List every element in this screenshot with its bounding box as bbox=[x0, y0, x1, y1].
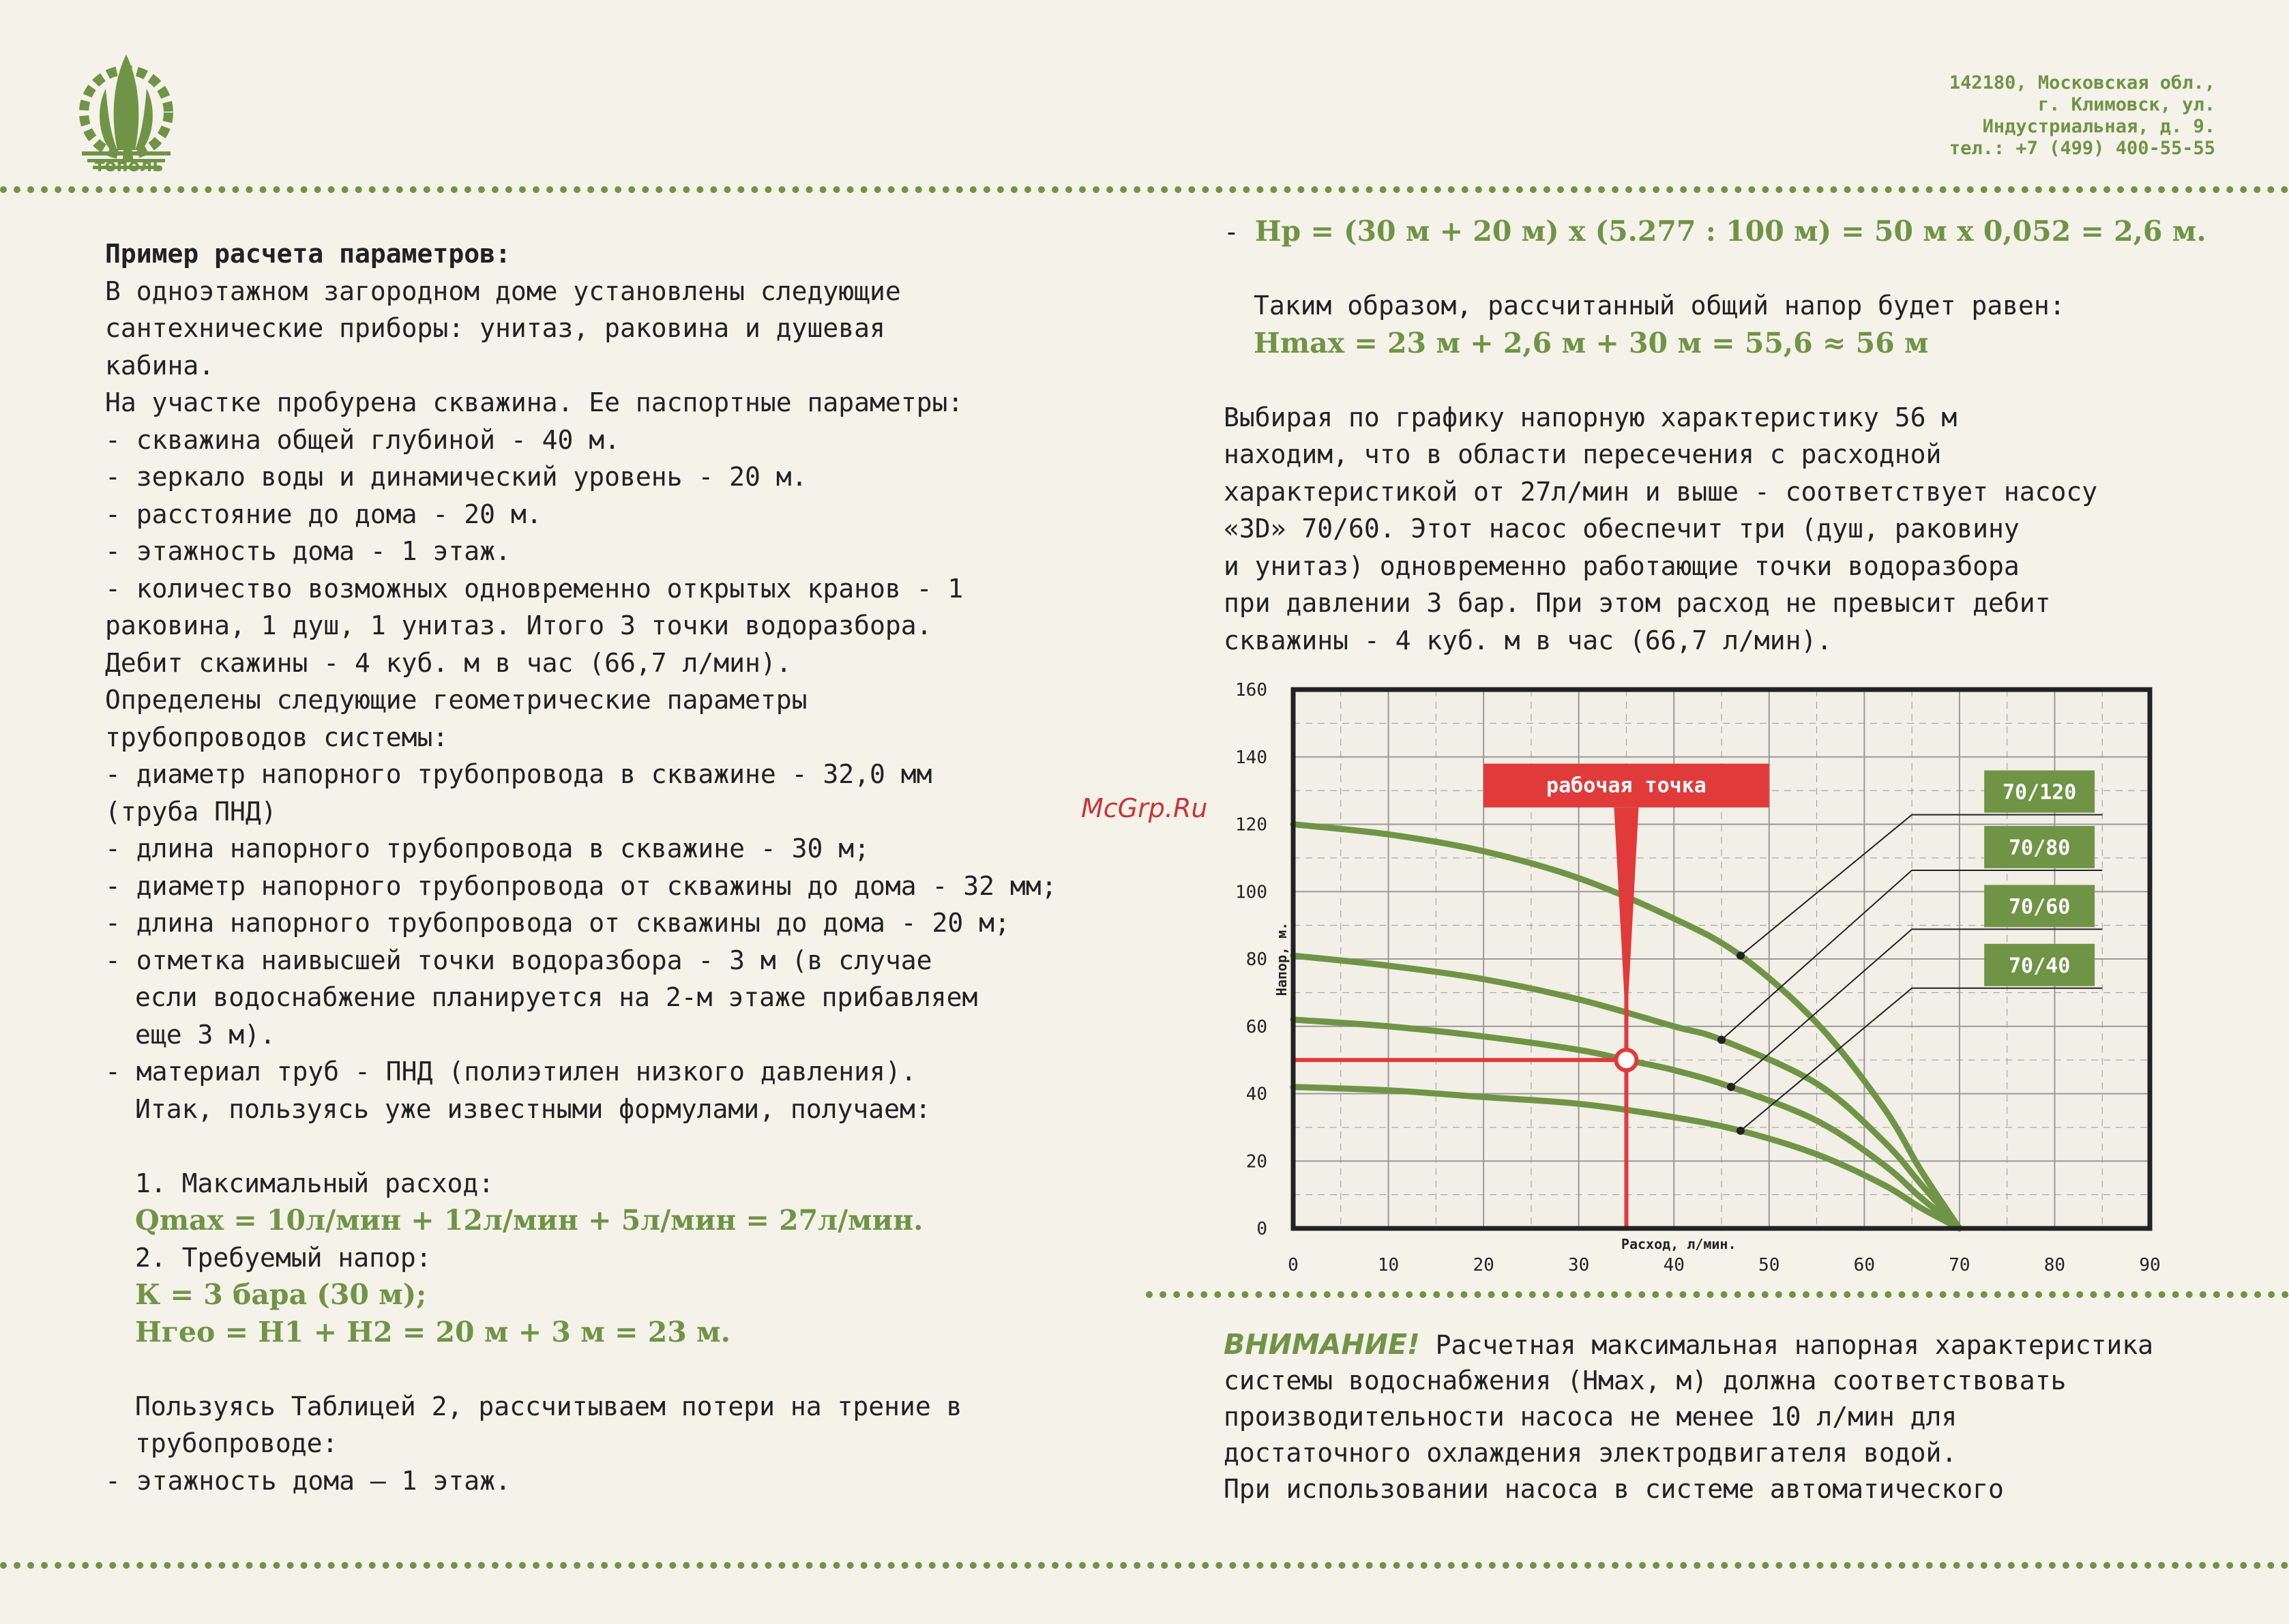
text-line: скважины - 4 куб. м в час (66,7 л/мин). bbox=[1224, 625, 1833, 655]
x-tick-label: 30 bbox=[1568, 1255, 1590, 1272]
text-line: еще 3 м). bbox=[135, 1019, 276, 1050]
formula-k: К = 3 бара (30 м); bbox=[135, 1278, 427, 1311]
y-tick-label: 140 bbox=[1235, 747, 1267, 768]
x-tick-label: 90 bbox=[2139, 1255, 2161, 1272]
formula-hmax: Hmax = 23 м + 2,6 м + 30 м = 55,6 ≈ 56 м bbox=[1254, 326, 1929, 359]
company-address bbox=[1949, 72, 2215, 160]
text-line: - этажность дома — 1 этаж. bbox=[105, 1465, 511, 1496]
text-line: если водоснабжение планируется на 2-м этаже прибавляем bbox=[135, 982, 978, 1012]
address-line: Индустриальная, д. 9. bbox=[1982, 116, 2215, 137]
legend-anchor-dot bbox=[1737, 951, 1745, 960]
x-tick-label: 40 bbox=[1663, 1255, 1685, 1272]
text-line: (труба ПНД) bbox=[105, 796, 277, 827]
y-tick-label: 20 bbox=[1245, 1151, 1267, 1172]
text-line: - количество возможных одновременно открытых кранов - 1 bbox=[105, 573, 964, 604]
formula-hp: Hр = (30 м + 20 м) х (5.277 : 100 м) = 50 м х 0,052 = 2,6 м. bbox=[1254, 215, 2206, 248]
middle-divider bbox=[1146, 1291, 2289, 1298]
text-line: На участке пробурена скважина. Ее паспортные параметры: bbox=[105, 387, 964, 417]
text-line: При использовании насоса в системе автоматического bbox=[1224, 1474, 2004, 1504]
logo-text: тополь bbox=[94, 156, 164, 175]
section-title: Пример расчета параметров: bbox=[105, 239, 511, 269]
text-line: Выбирая по графику напорную характеристику 56 м bbox=[1224, 402, 1958, 432]
legend-label: 70/40 bbox=[2008, 954, 2071, 978]
x-axis-label: Расход, л/мин. bbox=[1621, 1236, 1737, 1252]
legend-anchor-dot bbox=[1727, 1083, 1735, 1091]
step-heading: 2. Требуемый напор: bbox=[135, 1242, 432, 1273]
x-tick-label: 10 bbox=[1377, 1255, 1400, 1272]
top-divider bbox=[0, 186, 2289, 193]
right-column bbox=[1224, 213, 2247, 659]
text-line: кабина. bbox=[105, 350, 215, 381]
text-line: «3D» 70/60. Этот насос обеспечит три (душ, раковину bbox=[1224, 514, 2020, 544]
formula-hgeo: Hгео = H1 + H2 = 20 м + 3 м = 23 м. bbox=[135, 1315, 730, 1348]
legend-label: 70/80 bbox=[2008, 836, 2071, 860]
text-line: - длина напорного трубопровода от скважины до дома - 20 м; bbox=[105, 908, 1010, 938]
text-line: - материал труб - ПНД (полиэтилен низкого давления). bbox=[105, 1057, 917, 1087]
attention-block bbox=[1224, 1327, 2247, 1507]
text-line: трубопроводе: bbox=[135, 1428, 338, 1458]
text-line: производительности насоса не менее 10 л/мин для bbox=[1224, 1402, 1958, 1432]
y-tick-label: 160 bbox=[1235, 680, 1267, 700]
text-line: при давлении 3 бар. При этом расход не превысит дебит bbox=[1224, 588, 2051, 618]
text-line: Определены следующие геометрические параметры bbox=[105, 685, 808, 715]
y-tick-label: 40 bbox=[1245, 1084, 1267, 1105]
legend-label: 70/60 bbox=[2008, 895, 2071, 919]
left-column bbox=[105, 235, 1094, 1499]
text-line: раковина, 1 душ, 1 унитаз. Итого 3 точки водоразбора. bbox=[105, 610, 932, 640]
text-line: достаточного охлаждения электродвигателя водой. bbox=[1224, 1438, 1958, 1468]
text-line: - скважина общей глубиной - 40 м. bbox=[105, 424, 620, 455]
text-line: Дебит скажины - 4 куб. м в час (66,7 л/мин). bbox=[105, 647, 792, 678]
text-line: - отметка наивысшей точки водоразбора - 3 м (в случае bbox=[105, 945, 932, 975]
x-tick-label: 70 bbox=[1949, 1255, 1970, 1272]
y-tick-label: 0 bbox=[1256, 1219, 1267, 1239]
bottom-divider bbox=[0, 1562, 2289, 1569]
text-line: В одноэтажном загородном доме установлены следующие bbox=[105, 276, 901, 306]
attention-word: ВНИМАНИЕ! bbox=[1224, 1328, 1420, 1361]
text-line: - длина напорного трубопровода в скважине - 30 м; bbox=[105, 833, 870, 863]
y-tick-label: 100 bbox=[1235, 882, 1267, 903]
y-tick-label: 80 bbox=[1245, 949, 1267, 970]
text-line: сантехнические приборы: унитаз, раковина и душевая bbox=[105, 313, 885, 343]
text-line: - этажность дома - 1 этаж. bbox=[105, 536, 511, 566]
text-line: характеристикой от 27л/мин и выше - соответствует насосу bbox=[1224, 476, 2098, 507]
x-tick-label: 0 bbox=[1288, 1255, 1299, 1272]
pump-curves-chart bbox=[1214, 672, 2183, 1272]
y-tick-label: 60 bbox=[1245, 1016, 1267, 1037]
formula-qmax: Qmax = 10л/мин + 12л/мин + 5л/мин = 27л/мин. bbox=[135, 1204, 924, 1237]
text-line: системы водоснабжения (Нмах, м) должна соответствовать bbox=[1224, 1365, 2067, 1396]
text-line: Пользуясь Таблицей 2, рассчитываем потери на трение в bbox=[135, 1391, 962, 1421]
working-point-label: рабочая точка bbox=[1546, 773, 1707, 798]
attention-text: Расчетная максимальная напорная характеристика bbox=[1419, 1330, 2154, 1360]
text-line: - диаметр напорного трубопровода от скважины до дома - 32 мм; bbox=[105, 870, 1057, 901]
text-line: Таким образом, рассчитанный общий напор будет равен: bbox=[1254, 291, 2065, 321]
step-heading: 1. Максимальный расход: bbox=[135, 1168, 494, 1198]
text-line: трубопроводов системы: bbox=[105, 722, 449, 752]
legend-label: 70/120 bbox=[2002, 780, 2077, 805]
text-line: Итак, пользуясь уже известными формулами, получаем: bbox=[135, 1093, 931, 1124]
formula-dash: - bbox=[1224, 217, 1239, 247]
y-tick-label: 120 bbox=[1235, 814, 1267, 836]
x-tick-label: 50 bbox=[1758, 1255, 1780, 1272]
legend-anchor-dot bbox=[1717, 1036, 1726, 1044]
watermark: McGrp.Ru bbox=[1081, 793, 1208, 823]
x-tick-label: 60 bbox=[1853, 1255, 1875, 1272]
legend-anchor-dot bbox=[1737, 1127, 1745, 1135]
x-tick-label: 20 bbox=[1473, 1255, 1494, 1272]
text-line: - зеркало воды и динамический уровень - 20 м. bbox=[105, 462, 808, 492]
phone-line: тел.: +7 (499) 400-55-55 bbox=[1949, 138, 2215, 159]
text-line: находим, что в области пересечения с расходной bbox=[1224, 439, 1942, 469]
text-line: - диаметр напорного трубопровода в скважине - 32,0 мм bbox=[105, 759, 932, 789]
x-tick-label: 80 bbox=[2043, 1255, 2066, 1272]
address-line: 142180, Московская обл., bbox=[1949, 72, 2215, 93]
text-line: - расстояние до дома - 20 м. bbox=[105, 499, 542, 529]
text-line: и унитаз) одновременно работающие точки водоразбора bbox=[1224, 550, 2020, 581]
y-axis-label: Напор, м. bbox=[1273, 921, 1290, 996]
working-point-marker bbox=[1616, 1050, 1636, 1070]
address-line: г. Климовск, ул. bbox=[2037, 94, 2215, 115]
